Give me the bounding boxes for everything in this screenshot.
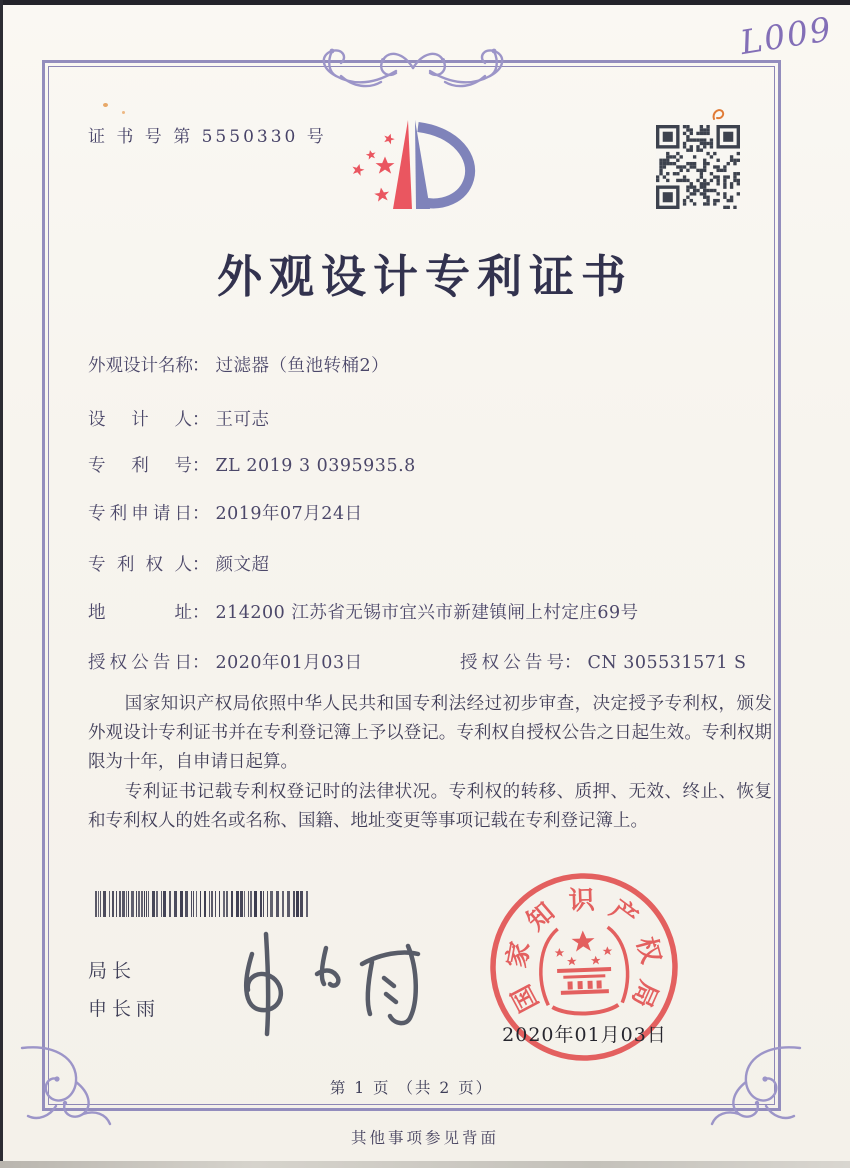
cnipa-logo-icon — [338, 106, 513, 236]
field-filing-date — [88, 500, 780, 525]
paper-speck — [122, 111, 125, 114]
grant-number-pair — [460, 649, 747, 674]
certificate-title: 外观设计专利证书 — [216, 250, 633, 303]
legal-paragraph-2: 专利证书记载专利权登记时的法律状况。专利权的转移、质押、无效、终止、恢复和专利权人的姓名或名称、国籍、地址变更等事项记载在专利登记簿上。 — [88, 782, 772, 832]
director-title: 局长 — [88, 960, 137, 982]
svg-text:局: 局 — [625, 975, 664, 1012]
field-value: 214200 江苏省无锡市宜兴市新建镇闸上村定庄69号 — [215, 603, 639, 623]
back-side-note: 其他事项参见背面 — [350, 1129, 499, 1147]
director-signature — [222, 926, 437, 1041]
field-value: 2019年07月24日 — [215, 504, 363, 524]
field-address — [88, 599, 780, 624]
certificate-number: 证 书 号 第 5550330 号 — [88, 127, 327, 147]
field-label: 设计人 — [88, 410, 192, 430]
scan-edge-bottom — [0, 1161, 850, 1168]
seal-date: 2020年01月03日 — [502, 1024, 667, 1046]
svg-text:知: 知 — [521, 897, 561, 937]
svg-text:权: 权 — [630, 933, 666, 967]
field-value: ZL 2019 3 0395935.8 — [215, 456, 416, 476]
field-designer — [88, 406, 780, 431]
field-colon: ： — [192, 410, 210, 430]
field-value: 颜文超 — [215, 555, 270, 575]
field-colon: ： — [192, 356, 210, 376]
svg-text:家: 家 — [501, 939, 537, 971]
field-label: 地址 — [88, 603, 192, 623]
director-name: 申长雨 — [88, 998, 161, 1020]
svg-text:国: 国 — [506, 979, 546, 1017]
svg-text:产: 产 — [604, 894, 643, 934]
scan-edge-left — [0, 0, 3, 1168]
field-value: 2020年01月03日 — [215, 653, 363, 673]
director-block — [88, 952, 160, 1028]
field-value: 王可志 — [215, 410, 270, 430]
field-label: 外观设计名称 — [88, 356, 193, 376]
field-colon: ： — [564, 653, 582, 673]
field-patent-number — [88, 452, 780, 477]
field-colon: ： — [192, 456, 210, 476]
field-value: CN 305531571 S — [587, 653, 747, 673]
field-colon: ： — [192, 555, 210, 575]
barcode — [95, 891, 310, 917]
field-colon: ： — [192, 603, 210, 623]
page-number: 第 1 页 （共 2 页） — [329, 1079, 494, 1097]
handwritten-annotation: L009 — [737, 8, 836, 63]
field-label: 专利号 — [88, 456, 192, 476]
paper-speck — [103, 103, 108, 107]
field-label: 授权公告号 — [460, 653, 564, 673]
qr-code — [656, 125, 740, 209]
field-label: 授权公告日 — [88, 653, 192, 673]
field-label: 专利申请日 — [88, 504, 192, 524]
legal-paragraph-1: 国家知识产权局依照中华人民共和国专利法经过初步审查，决定授予专利权，颁发外观设计专利证书并在专利登记簿上予以登记。专利权自授权公告之日起生效。专利权期限为十年，自申请日起算。 — [88, 694, 772, 772]
legal-text-block — [88, 690, 772, 838]
scan-edge-top — [0, 0, 850, 5]
field-label: 专利权人 — [88, 555, 192, 575]
field-colon: ： — [192, 504, 210, 524]
field-patentee — [88, 551, 780, 576]
field-value: 过滤器（鱼池转桶2） — [215, 356, 390, 376]
pen-mark — [710, 106, 728, 124]
svg-text:识: 识 — [568, 885, 596, 917]
seal-arc-text — [499, 883, 667, 1017]
field-grant-row — [88, 649, 780, 674]
field-colon: ： — [192, 653, 210, 673]
grant-date-pair — [88, 653, 363, 673]
seal-emblem — [539, 927, 629, 1015]
field-design-name — [88, 352, 780, 377]
